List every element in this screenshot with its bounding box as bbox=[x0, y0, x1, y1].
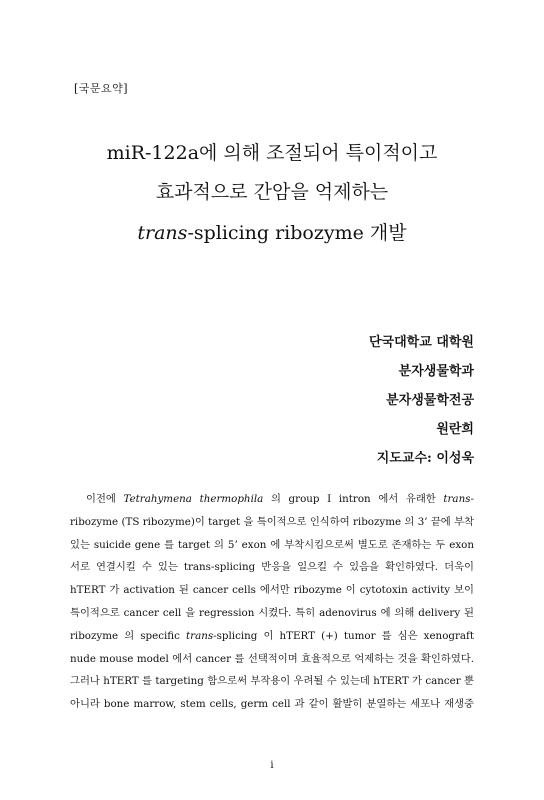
page-number: i bbox=[270, 760, 274, 771]
department: 분자생물학과 bbox=[398, 364, 474, 379]
abstract-line: 아니라 bone marrow, stem cells, germ cell 과 같이 활발히 분열하는 세포나 재생중 bbox=[70, 698, 474, 711]
advisor: 지도교수: 이성욱 bbox=[376, 451, 474, 466]
abstract-line: nude mouse model 에서 cancer 를 선택적이며 효율적으로 억제하는 것을 확인하였다. bbox=[70, 652, 474, 665]
abstract-line: 서로 연결시킬 수 있는 trans-splicing 반응을 일으킬 수 있음을 확인하였다. 더욱이 bbox=[70, 561, 474, 574]
abstract-line: ribozyme 의 specific trans-splicing 이 hTERT (+) tumor 를 심은 xenograft bbox=[70, 629, 474, 642]
abstract-line: 이전에 Tetrahymena thermophila 의 group I intron 에서 유래한 trans- bbox=[86, 493, 474, 505]
abstract-line: 있는 suicide gene 를 target 의 5’ exon 에 부착시킴으로써 별도로 존재하는 두 exon bbox=[70, 538, 474, 551]
title-italic-trans: trans bbox=[137, 222, 188, 244]
abstract-body bbox=[70, 488, 474, 716]
major: 분자생물학전공 bbox=[386, 393, 474, 408]
abstract-line: hTERT 가 activation 된 cancer cells 에서만 ribozyme 이 cytotoxin activity 보이 bbox=[70, 584, 474, 597]
title-line-3 bbox=[0, 224, 544, 243]
title-line-2: 효과적으로 간암을 억제하는 bbox=[155, 181, 389, 203]
university: 단국대학교 대학원 bbox=[369, 335, 474, 350]
abstract-line: 그러나 hTERT 를 targeting 함으로써 부작용이 우려될 수 있는데 hTERT 가 cancer 뿐 bbox=[70, 675, 474, 688]
author-name: 원란희 bbox=[436, 422, 474, 437]
abstract-line: ribozyme (TS ribozyme)이 target 을 특이적으로 인식하여 ribozyme 의 3’ 끝에 부착 bbox=[70, 515, 474, 528]
title-line-3-rest: -splicing ribozyme 개발 bbox=[187, 222, 407, 244]
header-tag: [국문요약] bbox=[74, 82, 129, 95]
title-line-1: miR-122a에 의해 조절되어 특이적이고 bbox=[106, 142, 438, 164]
abstract-line: 특이적으로 cancer cell 을 regression 시켰다. 특히 adenovirus 에 의해 delivery 된 bbox=[70, 606, 474, 619]
